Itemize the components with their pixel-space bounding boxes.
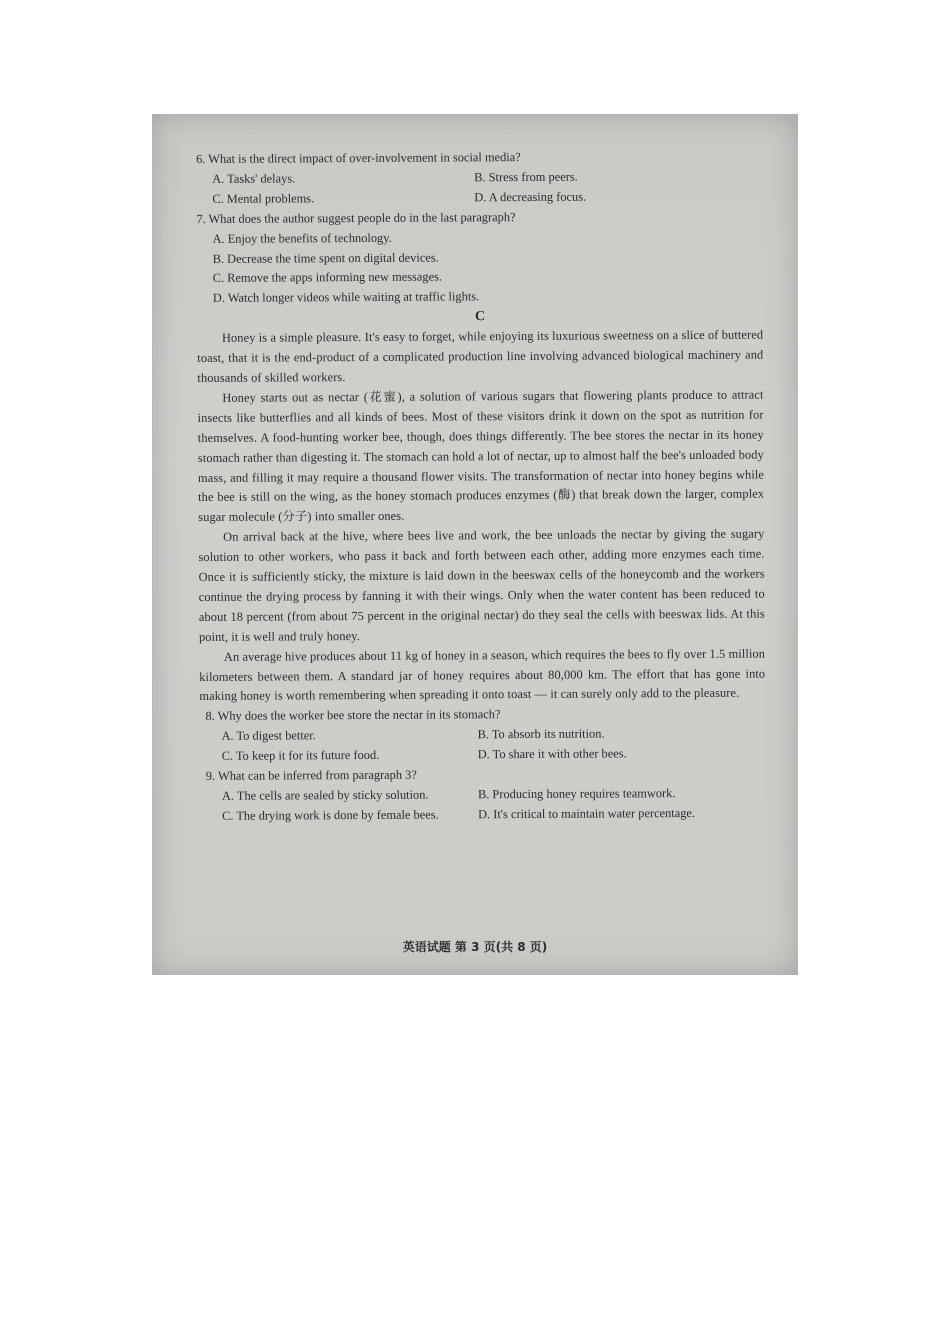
option-a: A. The cells are sealed by sticky solution.: [221, 787, 429, 803]
option-a: A. To digest better.: [221, 728, 316, 744]
passage-paragraph-3: On arrival back at the hive, where bees live and work, the bee unloads the nectar by giving the sugary solution to other workers, who pass it back and forth between each other, adding more enzymes each time. Once it is sufficiently sticky, the mixture is laid down in the beeswax cells of the honeycomb and the workers continue the drying process by fanning it with their wings. Only when the water content has been reduced to about 18 percent (from about 75 percent in the original nectar) do they seal the cells with beeswax lids. At this point, it is well and truly honey.: [198, 526, 765, 644]
option-b: B. Producing honey requires teamwork.: [477, 786, 676, 802]
option-b: B. Decrease the time spent on digital devices.: [212, 250, 439, 266]
option-b: B. Stress from peers.: [474, 169, 578, 185]
option-d: D. It's critical to maintain water percentage.: [478, 805, 696, 822]
page-content: [196, 147, 766, 827]
passage-paragraph-2: Honey starts out as nectar (花蜜), a solution of various sugars that flowering plants produce to attract insects like butterflies and all kinds of bees. Most of these visitors drink it down on the spot as nutrition for themselves. A food-hunting worker bee, though, does things differently. The bee stores the nectar in its honey stomach rather than digesting it. The stomach can hold a lot of nectar, up to almost half the bee's unloaded body mass, and filling it may require a thousand flower visits. The transformation of nectar into honey begins while the bee is still on the wing, as the honey stomach produces enzymes (酶) that break down the larger, complex sugar molecule (分子) into smaller ones.: [197, 387, 765, 525]
passage-paragraph-1: Honey is a simple pleasure. It's easy to forget, while enjoying its luxurious sweetness on a slice of buttered toast, that it is the end-product of a complicated production line involving advanced biological machinery and thousands of skilled workers.: [197, 327, 764, 385]
question-6-options: [196, 166, 762, 209]
question-9-options: [200, 784, 766, 827]
option-c: C. Remove the apps informing new messages.: [212, 269, 443, 286]
question-6: 6. What is the direct impact of over-involvement in social media?: [196, 150, 521, 166]
question-8: 8. Why does the worker bee store the nectar in its stomach?: [205, 707, 501, 724]
option-b: B. To absorb its nutrition.: [477, 726, 605, 742]
option-d: D. To share it with other bees.: [477, 746, 627, 762]
option-c: C. To keep it for its future food.: [221, 748, 380, 764]
option-a: A. Tasks' delays.: [212, 171, 296, 186]
option-c: C. Mental problems.: [212, 191, 315, 206]
question-9: 9. What can be inferred from paragraph 3?: [205, 767, 417, 784]
photographed-page: [152, 114, 798, 975]
option-a: A. Enjoy the benefits of technology.: [212, 230, 392, 246]
option-d: D. Watch longer videos while waiting at traffic lights.: [212, 289, 480, 306]
section-heading: C: [474, 309, 486, 325]
question-7: 7. What does the author suggest people do in the last paragraph?: [196, 209, 516, 226]
question-7-options: [196, 226, 762, 309]
question-8-options: [200, 724, 766, 767]
passage-paragraph-4: An average hive produces about 11 kg of honey in a season, which requires the bees to fly over 1.5 million kilometers between them. A standard jar of honey requires about 80,000 km. The effort that has gone into making honey is worth remembering when spreading it onto toast — it can surely only add to the pleasure.: [199, 646, 766, 704]
page-footer: 英语试题 第 3 页(共 8 页): [402, 940, 548, 954]
option-d: D. A decreasing focus.: [474, 189, 587, 205]
option-c: C. The drying work is done by female bees.: [222, 807, 439, 823]
